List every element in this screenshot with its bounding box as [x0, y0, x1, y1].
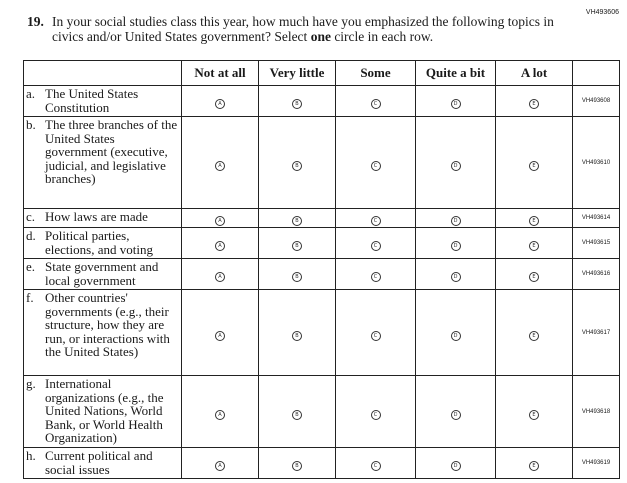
column-header: Very little	[259, 61, 336, 86]
table-row	[24, 290, 620, 376]
response-bubble[interactable]: D	[451, 216, 461, 226]
response-bubble[interactable]: E	[529, 216, 539, 226]
row-letter: f.	[26, 290, 34, 305]
response-cell	[416, 228, 496, 259]
row-text: The United States Constitution	[45, 86, 139, 115]
row-label	[24, 448, 182, 479]
column-header: A lot	[496, 61, 573, 86]
row-label	[24, 376, 182, 448]
row-text: Current political and social issues	[45, 448, 153, 477]
response-cell	[496, 448, 573, 479]
item-code: VH493610	[573, 117, 620, 209]
response-cell	[182, 259, 259, 290]
response-bubble[interactable]: C	[371, 99, 381, 109]
row-letter: d.	[26, 228, 36, 243]
row-label-wrap	[26, 260, 179, 287]
row-text: Political parties, elections, and voting	[45, 228, 153, 257]
response-bubble[interactable]: A	[215, 272, 225, 282]
item-code: VH493618	[573, 376, 620, 448]
response-bubble[interactable]: D	[451, 99, 461, 109]
response-cell	[336, 290, 416, 376]
response-cell	[416, 209, 496, 228]
response-cell	[259, 376, 336, 448]
response-cell	[336, 209, 416, 228]
response-cell	[416, 448, 496, 479]
response-bubble[interactable]: A	[215, 216, 225, 226]
response-bubble[interactable]: E	[529, 272, 539, 282]
response-cell	[496, 290, 573, 376]
response-cell	[496, 259, 573, 290]
response-bubble[interactable]: B	[292, 99, 302, 109]
row-label	[24, 209, 182, 228]
response-cell	[496, 86, 573, 117]
column-header: Quite a bit	[416, 61, 496, 86]
response-cell	[182, 290, 259, 376]
item-code: VH493608	[573, 86, 620, 117]
response-cell	[336, 259, 416, 290]
question-text-after: circle in each row.	[330, 29, 434, 44]
table-row	[24, 259, 620, 290]
response-cell	[259, 86, 336, 117]
item-code: VH493614	[573, 209, 620, 228]
question-number: 19.	[27, 14, 44, 29]
response-cell	[336, 376, 416, 448]
response-cell	[182, 448, 259, 479]
response-cell	[496, 228, 573, 259]
column-header: Some	[336, 61, 416, 86]
item-code: VH493615	[573, 228, 620, 259]
row-label	[24, 290, 182, 376]
response-bubble[interactable]: C	[371, 161, 381, 171]
table-row	[24, 376, 620, 448]
response-bubble[interactable]: E	[529, 241, 539, 251]
response-cell	[259, 448, 336, 479]
response-bubble[interactable]: A	[215, 99, 225, 109]
response-bubble[interactable]: C	[371, 272, 381, 282]
response-cell	[336, 117, 416, 209]
question-text-before: In your social studies class this year, how much have you emphasized the following topics in civics and/or United States government? Select	[52, 14, 554, 44]
response-cell	[182, 228, 259, 259]
response-bubble[interactable]: B	[292, 331, 302, 341]
response-bubble[interactable]: E	[529, 161, 539, 171]
response-bubble[interactable]: D	[451, 161, 461, 171]
response-bubble[interactable]: B	[292, 161, 302, 171]
response-cell	[416, 376, 496, 448]
response-bubble[interactable]: B	[292, 241, 302, 251]
row-label-wrap	[26, 210, 179, 224]
response-cell	[259, 259, 336, 290]
row-label-wrap	[26, 291, 179, 359]
item-code: VH493617	[573, 290, 620, 376]
row-letter: a.	[26, 86, 36, 101]
response-bubble[interactable]: C	[371, 216, 381, 226]
form-id: VH493606	[585, 9, 619, 16]
table-row	[24, 209, 620, 228]
response-bubble[interactable]: B	[292, 410, 302, 420]
response-cell	[182, 117, 259, 209]
response-cell	[336, 448, 416, 479]
row-text: International organizations (e.g., the United Nations, World Bank, or World Health Organization)	[45, 376, 164, 446]
response-bubble[interactable]: A	[215, 241, 225, 251]
row-label-wrap	[26, 377, 179, 445]
response-bubble[interactable]: A	[215, 410, 225, 420]
response-bubble[interactable]: C	[371, 331, 381, 341]
response-bubble[interactable]: A	[215, 461, 225, 471]
response-bubble[interactable]: D	[451, 331, 461, 341]
response-bubble[interactable]: E	[529, 461, 539, 471]
response-bubble[interactable]: E	[529, 99, 539, 109]
header-blank	[24, 61, 182, 86]
row-label-wrap	[26, 229, 179, 256]
row-letter: c.	[26, 209, 36, 224]
response-bubble[interactable]: B	[292, 272, 302, 282]
response-cell	[496, 209, 573, 228]
response-bubble[interactable]: B	[292, 461, 302, 471]
response-cell	[416, 259, 496, 290]
row-label-wrap	[26, 118, 179, 186]
row-label	[24, 259, 182, 290]
response-bubble[interactable]: B	[292, 216, 302, 226]
response-bubble[interactable]: E	[529, 331, 539, 341]
row-letter: b.	[26, 117, 36, 132]
response-cell	[336, 86, 416, 117]
response-cell	[182, 376, 259, 448]
response-cell	[336, 228, 416, 259]
table-row	[24, 448, 620, 479]
response-bubble[interactable]: D	[451, 241, 461, 251]
response-bubble[interactable]: C	[371, 241, 381, 251]
row-letter: g.	[26, 376, 36, 391]
response-cell	[416, 117, 496, 209]
response-bubble[interactable]: D	[451, 410, 461, 420]
response-bubble[interactable]: C	[371, 410, 381, 420]
response-cell	[259, 209, 336, 228]
response-cell	[259, 117, 336, 209]
question-text	[52, 14, 568, 44]
question	[28, 14, 568, 44]
response-cell	[182, 86, 259, 117]
response-cell	[182, 209, 259, 228]
row-text: Other countries' governments (e.g., their structure, how they are run, or interactions with the United States)	[45, 290, 170, 360]
row-label-wrap	[26, 449, 179, 476]
question-emphasis: one	[310, 29, 331, 44]
row-label	[24, 117, 182, 209]
row-text: State government and local government	[45, 259, 159, 288]
row-label	[24, 86, 182, 117]
row-text: How laws are made	[45, 209, 148, 224]
response-cell	[416, 290, 496, 376]
response-bubble[interactable]: E	[529, 410, 539, 420]
header-row	[24, 61, 620, 86]
response-grid	[23, 60, 620, 479]
item-code: VH493619	[573, 448, 620, 479]
row-text: The three branches of the United States government (executive, judicial, and legislative branches)	[45, 117, 178, 187]
table-row	[24, 117, 620, 209]
response-bubble[interactable]: D	[451, 272, 461, 282]
response-cell	[259, 290, 336, 376]
response-cell	[259, 228, 336, 259]
row-letter: h.	[26, 448, 36, 463]
table-row	[24, 86, 620, 117]
response-bubble[interactable]: A	[215, 331, 225, 341]
response-bubble[interactable]: A	[215, 161, 225, 171]
response-cell	[496, 117, 573, 209]
row-label	[24, 228, 182, 259]
code-header	[573, 61, 620, 86]
column-header: Not at all	[182, 61, 259, 86]
table-row	[24, 228, 620, 259]
row-letter: e.	[26, 259, 36, 274]
response-cell	[416, 86, 496, 117]
response-bubble[interactable]: D	[451, 461, 461, 471]
row-label-wrap	[26, 87, 179, 114]
item-code: VH493616	[573, 259, 620, 290]
response-bubble[interactable]: C	[371, 461, 381, 471]
response-cell	[496, 376, 573, 448]
